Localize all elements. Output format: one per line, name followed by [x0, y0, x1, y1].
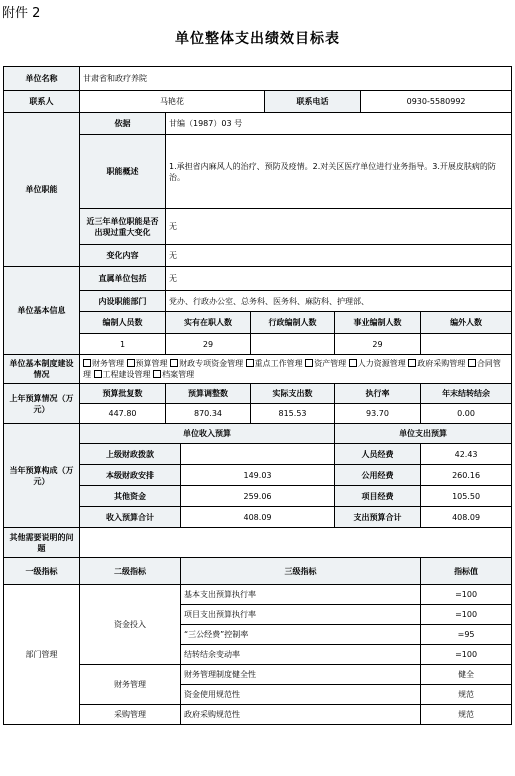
income-label: 其他资金	[80, 486, 181, 507]
row-change-content	[4, 245, 512, 267]
change-content-label: 变化内容	[80, 245, 166, 267]
indicator-level2: 财务管理	[80, 665, 181, 705]
income-label: 收入预算合计	[80, 507, 181, 528]
checkbox-item[interactable]: 工程建设管理	[94, 370, 151, 379]
contact-value: 马艳花	[80, 91, 265, 113]
income-value	[181, 444, 335, 465]
composition-label: 当年预算构成（万元）	[4, 424, 80, 528]
row-subunits	[4, 267, 512, 291]
indicator-header: 三级指标	[181, 558, 421, 585]
income-value: 408.09	[181, 507, 335, 528]
system-checklist	[80, 355, 512, 384]
indicator-value: =95	[421, 625, 512, 645]
contact-label: 联系人	[4, 91, 80, 113]
basis-label: 依据	[80, 113, 166, 135]
budget-value: 447.80	[80, 404, 166, 424]
row-budget-values	[4, 404, 512, 424]
indicator-value: 规范	[421, 705, 512, 725]
row-indicator	[4, 585, 512, 605]
subunits-value: 无	[166, 267, 512, 291]
indicator-level3: 资金使用规范性	[181, 685, 421, 705]
overview-label: 职能概述	[80, 135, 166, 209]
overview-value: 1.承担省内麻风人的治疗、预防及疫情。2.对关区医疗单位进行业务指导。3.开展皮肤病的防治。	[166, 135, 512, 209]
checkbox-icon	[83, 359, 91, 367]
income-value: 149.03	[181, 465, 335, 486]
budget-label: 上年预算情况（万元）	[4, 384, 80, 424]
checkbox-icon	[468, 359, 476, 367]
checkbox-item[interactable]: 人力资源管理	[349, 359, 406, 368]
row-overview	[4, 135, 512, 209]
indicator-level3: 基本支出预算执行率	[181, 585, 421, 605]
row-unit-name	[4, 67, 512, 91]
budget-value: 93.70	[335, 404, 421, 424]
checkbox-item[interactable]: 财务管理	[83, 359, 124, 368]
indicator-level2: 资金投入	[80, 585, 181, 665]
checkbox-item[interactable]: 资产管理	[305, 359, 346, 368]
checkbox-icon	[246, 359, 254, 367]
row-staff-headers	[4, 312, 512, 334]
budget-header: 预算调整数	[166, 384, 251, 404]
expense-header: 单位支出预算	[335, 424, 512, 444]
subunits-label: 直属单位包括	[80, 267, 166, 291]
row-system	[4, 355, 512, 384]
row-composition	[4, 465, 512, 486]
page-title: 单位整体支出绩效目标表	[175, 31, 340, 47]
staff-value	[251, 334, 335, 355]
row-basis	[4, 113, 512, 135]
checkbox-item[interactable]: 档案管理	[153, 370, 194, 379]
expense-value: 105.50	[421, 486, 512, 507]
duties-section-label: 单位职能	[4, 113, 80, 267]
budget-header: 执行率	[335, 384, 421, 404]
expense-value: 408.09	[421, 507, 512, 528]
row-composition	[4, 486, 512, 507]
expense-value: 42.43	[421, 444, 512, 465]
indicator-level3: “三公经费”控制率	[181, 625, 421, 645]
indicator-level3: 结转结余变动率	[181, 645, 421, 665]
row-indicator	[4, 705, 512, 725]
phone-label: 联系电话	[265, 91, 361, 113]
indicator-header: 二级指标	[80, 558, 181, 585]
departments-label: 内设职能部门	[80, 291, 166, 312]
income-header: 单位收入预算	[80, 424, 335, 444]
staff-header: 行政编制人数	[251, 312, 335, 334]
staff-header: 编外人数	[421, 312, 512, 334]
expense-label: 人员经费	[335, 444, 421, 465]
budget-header: 预算批复数	[80, 384, 166, 404]
basic-info-section-label: 单位基本信息	[4, 267, 80, 355]
row-indicator-headers	[4, 558, 512, 585]
expense-label: 支出预算合计	[335, 507, 421, 528]
row-composition-headers	[4, 424, 512, 444]
checkbox-icon	[170, 359, 178, 367]
row-staff-values	[4, 334, 512, 355]
attachment-label: 附件 2	[2, 6, 41, 21]
departments-value: 党办、行政办公室、总务科、医务科、麻防科、护理部、	[166, 291, 512, 312]
indicator-value: =100	[421, 605, 512, 625]
indicator-level1: 部门管理	[4, 585, 80, 725]
staff-value	[421, 334, 512, 355]
expense-label: 公用经费	[335, 465, 421, 486]
income-label: 上级财政拨款	[80, 444, 181, 465]
staff-value: 1	[80, 334, 166, 355]
row-composition	[4, 507, 512, 528]
phone-value: 0930-5580992	[361, 91, 512, 113]
staff-header: 事业编制人数	[335, 312, 421, 334]
checkbox-item[interactable]: 预算管理	[127, 359, 168, 368]
expense-value: 260.16	[421, 465, 512, 486]
staff-value: 29	[335, 334, 421, 355]
system-label: 单位基本制度建设情况	[4, 355, 80, 384]
budget-value: 870.34	[166, 404, 251, 424]
budget-header: 年末结转结余	[421, 384, 512, 404]
other-value	[80, 528, 512, 558]
indicator-value: 规范	[421, 685, 512, 705]
indicator-level3: 财务管理制度健全性	[181, 665, 421, 685]
row-departments	[4, 291, 512, 312]
row-indicator	[4, 665, 512, 685]
checkbox-icon	[349, 359, 357, 367]
row-changed	[4, 209, 512, 245]
changed-label: 近三年单位职能是否出现过重大变化	[80, 209, 166, 245]
row-contact	[4, 91, 512, 113]
other-label: 其他需要说明的问题	[4, 528, 80, 558]
unit-name-value: 甘肃省和政疗养院	[80, 67, 512, 91]
indicator-value: =100	[421, 585, 512, 605]
budget-header: 实际支出数	[251, 384, 335, 404]
indicator-header: 指标值	[421, 558, 512, 585]
checkbox-icon	[127, 359, 135, 367]
unit-name-label: 单位名称	[4, 67, 80, 91]
row-budget-headers	[4, 384, 512, 404]
row-composition	[4, 444, 512, 465]
budget-value: 815.53	[251, 404, 335, 424]
checkbox-icon	[153, 370, 161, 378]
row-other	[4, 528, 512, 558]
checkbox-item[interactable]: 重点工作管理	[246, 359, 303, 368]
expense-label: 项目经费	[335, 486, 421, 507]
indicator-value: =100	[421, 645, 512, 665]
staff-header: 编制人员数	[80, 312, 166, 334]
checkbox-icon	[305, 359, 313, 367]
indicator-level2: 采购管理	[80, 705, 181, 725]
staff-header: 实有在职人数	[166, 312, 251, 334]
income-label: 本级财政安排	[80, 465, 181, 486]
indicator-header: 一级指标	[4, 558, 80, 585]
checkbox-icon	[94, 370, 102, 378]
performance-target-table	[3, 66, 512, 725]
basis-value: 甘编（1987）03 号	[166, 113, 512, 135]
staff-value: 29	[166, 334, 251, 355]
indicator-level3: 政府采购规范性	[181, 705, 421, 725]
budget-value: 0.00	[421, 404, 512, 424]
checkbox-item[interactable]: 政府采购管理	[408, 359, 465, 368]
indicator-value: 健全	[421, 665, 512, 685]
indicator-level3: 项目支出预算执行率	[181, 605, 421, 625]
income-value: 259.06	[181, 486, 335, 507]
change-content-value: 无	[166, 245, 512, 267]
changed-value: 无	[166, 209, 512, 245]
checkbox-item[interactable]: 财政专项资金管理	[170, 359, 243, 368]
checkbox-icon	[408, 359, 416, 367]
checkbox-item[interactable]: 合同管理	[83, 359, 501, 379]
